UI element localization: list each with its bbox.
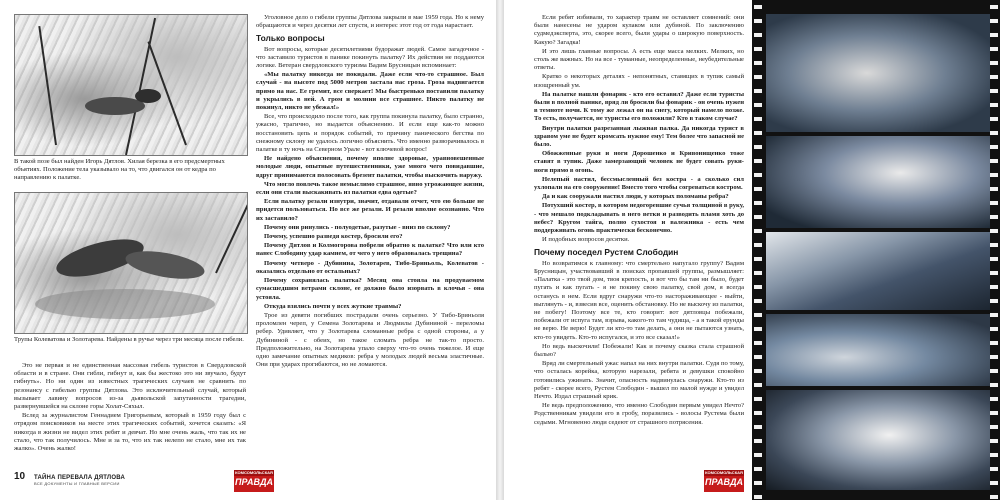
left-bottom-column [14, 362, 246, 454]
paragraph: Это не первая и не единственная массовая гибель туристов в Свердловской области и в стране. Они гибли, гибнут и, как бы жестоко это ни звучало, будут гибнуть». Но ни один из известных трагических случаев не сравнить по резонансу с гибелью группы Дятлова. Это исключительный случай, который вызывает лавину вопросов из-за дьявольской запутанности трагедии, развернувшейся на склоне горы Холат-Сяхыл. [14, 362, 246, 411]
paragraph: Все, что происходило после того, как группа покинула палатку, было странно, ужасно, трагично, но выдается объяснению. И если еще как-то можно восстановить цепь и порядок событий, то причину панического бегства по снежному склону не удалось логично объяснить. Что именно разворачивалось в палатке в ту ночь на Северном Урале - вот ключевой вопрос! [256, 113, 484, 154]
paragraph: Откуда взялись почти у всех жуткие травмы? [264, 302, 402, 310]
logo-top-text: КОМСОМОЛЬСКАЯ [705, 470, 743, 475]
photo-caption-2: Трупы Колеватова и Золотарева. Найдены в ручье через три месяца после гибели. [14, 336, 244, 343]
photo-caption-1: В такой позе был найден Игорь Дятлов. Хилая березка в его предсмертных объятиях. Положение тела указывало на то, что двигался он от кедра по направлению к палатке. [14, 158, 225, 182]
paragraph: Обожженные руки и ноги Дорошенко и Кривонищенко тоже ставят в тупик. Даже замерзающий человек не будет совать руки-ноги прямо в огонь. [534, 150, 744, 174]
paragraph: И подобных вопросов десятки. [542, 236, 630, 244]
footer-subtitle: ВСЕ ДОКУМЕНТЫ И ГЛАВНЫЕ ВЕРСИИ [34, 481, 120, 486]
photo-dyatlov-body [14, 14, 248, 156]
paragraph: Кратко о некоторых деталях - непонятных, ставящих в тупик самый изощренный ум. [534, 73, 744, 89]
film-perforations-right [990, 0, 998, 500]
film-frame-4 [766, 314, 990, 386]
left-column-2-paragraphs [256, 46, 484, 370]
page-number-left: 10 [14, 471, 26, 482]
paragraph: Не найдено объяснения, почему вполне здоровые, уравновешенные молодые люди, опытные путешественники, уже много чего повидавшие, вдруг принимаются полосовать брезент палатки, чтобы выскочить наружу. [256, 155, 484, 179]
film-frame-3 [766, 232, 990, 310]
right-column-1 [534, 14, 744, 428]
paragraph: На палатке нашли фонарик - кто его оставил? Даже если туристы были в полной панике, вряд ли бросили бы фонарик - он очень нужен в темноте ночи. К тому же лежал он на снегу, который намело позже. То есть, получается, не туристы его положили? Кто в таком случае? [534, 90, 744, 123]
intro-paragraph: Уголовное дело о гибели группы Дятлова закрыли в мае 1959 года. Но к нему обращаются и через десятки лет спустя, и интерес этот год от года нарастает. [256, 14, 484, 30]
paragraph: Почему Дятлов и Колмогорова побрели обратно к палатке? Что или кто нанес Слободину удар камнем, от чего у него образовалась трещина? [256, 242, 484, 258]
paragraph: Да и как сооружали настил люди, у которых поломаны ребра? [542, 193, 729, 201]
paragraph: Внутри палатки разрезанная лыжная палка. Да никогда турист в здравом уме не будет кромсать нужное ему! Тем более что запасной не было. [534, 124, 744, 149]
section-heading: Только вопросы [256, 33, 325, 44]
logo-main-text: ПРАВДА [235, 477, 273, 487]
photo-filmstrip [752, 0, 1000, 500]
photo-kolevatov-zolotarev [14, 192, 248, 334]
paragraph: «Мы палатку никогда не покидали. Даже если что-то страшное. Был случай - на высоте под 5000 метров застала нас гроза. Гроза надвигается прямо на нас. Ее гремит, все сверкает! Мы быстренько поставили палатку и укрылись в ней. А гром и молнии все страшнее. Никто палатку не покинул, никто не убежал!» [256, 71, 484, 112]
paragraph: Нелепый настил, бессмысленный без костра - а сколько сил ухлопали на его сооружение! Вместо того чтобы согреваться костром. [534, 175, 744, 192]
paragraph: Если ребят избивали, то характер травм не оставляет сомнений: они были нанесены не ударом кулаком или дубиной. По заключению судмедэксперта, это, скорее всего, были удары о широкую поверхность. Какую? Загадка! [534, 14, 744, 46]
newspaper-logo [234, 470, 274, 492]
film-frame-5 [766, 390, 990, 490]
paragraph: Почему, успешно разведя костер, бросили его? [264, 233, 403, 241]
footer-left [34, 475, 125, 486]
right-column-1-paragraphs [534, 14, 744, 244]
paragraph: И это лишь главные вопросы. А есть еще масса мелких. Мелких, но столь же важных. Но на все - туманные, неопределенные, неубедительные ответы. [534, 47, 744, 72]
paragraph: Вот вопросы, которые десятилетиями будоражат людей. Самое загадочное - что заставило туристов в панике покинуть палатку? Их действия не поддаются логике. Ветеран свердловского туризма Вадим Брусницын вспоминает: [256, 45, 484, 70]
page-gutter [496, 0, 504, 500]
footer-title: ТАЙНА ПЕРЕВАЛА ДЯТЛОВА [34, 475, 125, 481]
newspaper-logo [704, 470, 744, 492]
paragraph: Трое из девяти погибших пострадали очень серьезно. У Тибо-Бриньоля проломлен череп, у Семена Золотарева и Людмилы Дубининой - переломы ребер. Удивляет, что у Золотарева сломанные ребра с одной стороны, а у Дубининой - с обеих, но такое сломать ребра не так-то просто. Предположительно, на Золотарева упало сверху что-то очень тяжелое. И еще одно замечание опытных медиков: ребра у молодых людей весьма эластичные. Они при ударах прогибаются, но не ломаются. [256, 311, 484, 369]
paragraph: Но возвратимся к главному: что смертельно напугало группу? Вадим Брусницын, участвовавший в поисках пропавшей группы, размышляет: «Палатка - это твой дом, твоя крепость, и вот что бы там ни было, будет пугать и как пугать - я не покину свою палатку, свой дом, я всегда останусь в нем. Если вдруг снаружи что-то настораживающее - выйти, выглянуть - и, взвесив все, оценить обстановку. Но не выскочу из палатки, не побегу! Поэтому все те, кто говорит: вот дятловцы побежали, побежали от испуга там, взрыва, какого-то там чудища, - а я такой ерунды не верю. Не верю! Будет ли кто-то там делать, а они не пытаются узнать, кто-то увидеть. Кто-то испугался, и это все сказал!» [534, 259, 744, 341]
logo-main-text: ПРАВДА [705, 477, 743, 487]
paragraph: Потухший костер, в котором недогоревшие сучья толщиной в руку, - что мешало подкладывать в него ветки и разводить пламя хоть до небес? Кругом тайга, полно сухостоя и валежника - есть чем поддерживать огонь практически бесконечно. [534, 202, 744, 235]
logo-top-text: КОМСОМОЛЬСКАЯ [235, 470, 273, 475]
film-frame-1 [766, 14, 990, 132]
film-perforations-left [754, 0, 762, 500]
section-heading: Почему поседел Рустем Слободин [534, 247, 679, 258]
paragraph: Что могло повлечь такое немыслимо страшное, явно угрожающее жизни, если они стали выскакивать из палатки едва одетые? [256, 180, 484, 197]
left-page [0, 0, 496, 500]
right-column-1-paragraphs-2 [534, 260, 744, 427]
film-frame-2 [766, 136, 990, 228]
paragraph: Если палатку резали изнутри, значит, отдавали отчет, что ею больше не придется пользоваться. Но все же резали. И резали вполне осознанно. Что их заставило? [256, 198, 484, 222]
paragraph: Вряд ли смертельный ужас напал на них внутри палатки. Судя по тому, что осталась корейка, которую нарезали, ребята и девушки спокойно готовились ужинать. Значит, опасность надвинулась снаружи. Кто-то из ребят - скорее всего, Рустем Слободин - вышел по малой нужде и увидел Нечто. Издал страшный крик. [534, 360, 744, 400]
left-column-2 [256, 14, 484, 370]
paragraph: Не ведь предположению, что именно Слободин первым увидел Нечто? Родственникам увидели его в гробу, поразились - волосы Рустема были седыми. Мгновенно люди седеют от страшного потрясения. [534, 402, 744, 426]
paragraph: Почему четверо - Дубинина, Золотарев, Тибо-Бриньоль, Колеватов - оказались отдельно от остальных? [256, 259, 484, 275]
paragraph: Почему сохранялась палатка? Месяц она стояла на продуваемом сумасшедшим ветрами склоне, ее должно было изорвать в клочья - она устояла. [256, 277, 484, 301]
paragraph: Но ведь выскочили! Побежали! Как и почему сказка стала страшной былью? [534, 342, 744, 358]
paragraph: Почему они ринулись - полуодетые, разутые - вниз по склону? [264, 223, 451, 231]
paragraph: Вслед за журналистом Геннадием Григорьевым, который в 1959 году был с отрядом поисковиков на месте этих трагических событий, хочется сказать: «Я никогда в жизни не видел этих ребят и девчат. Но мне очень жаль, что так их не стало, что так получилось. Мне и за то, что их так нелепо не стало, мне их так жалко». Очень жалко! [14, 412, 246, 453]
